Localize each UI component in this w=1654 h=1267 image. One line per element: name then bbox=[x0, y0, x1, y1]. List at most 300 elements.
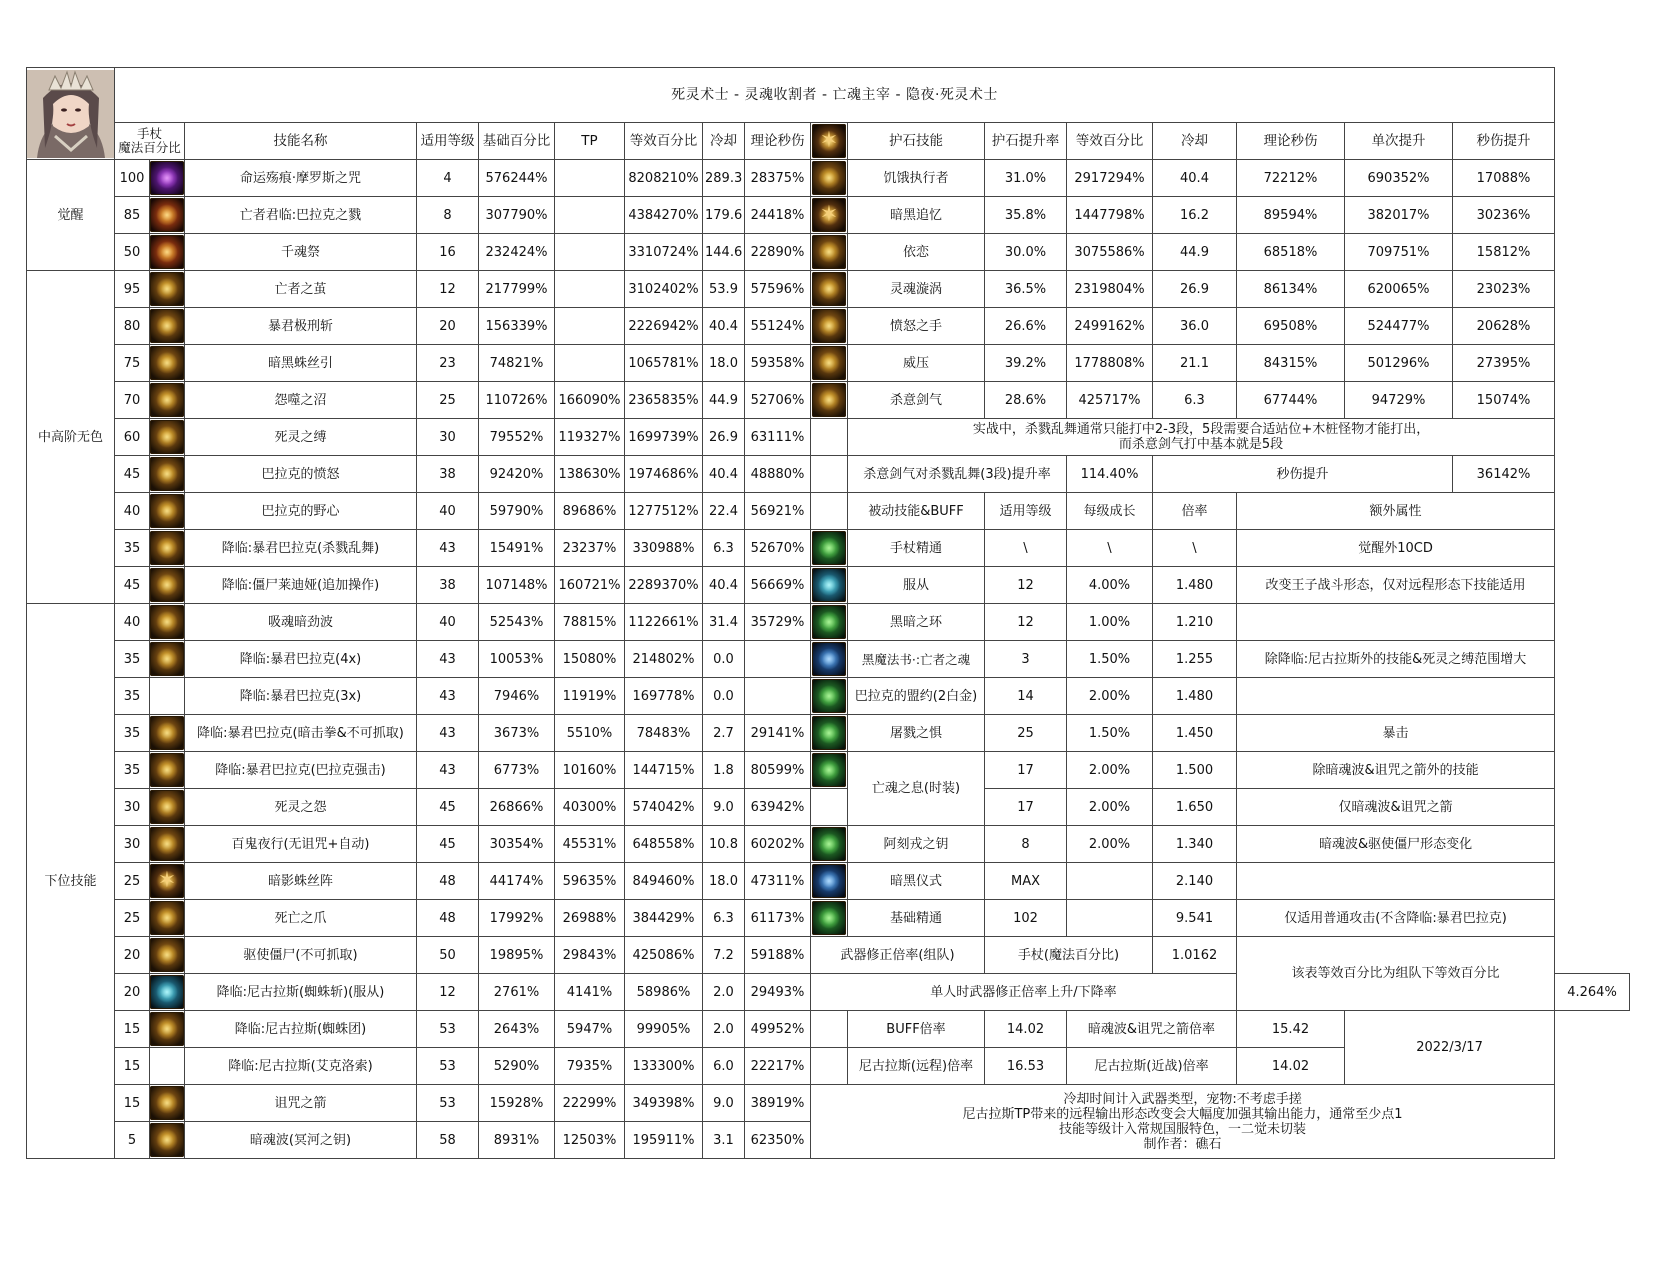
skill-base-pct: 3673% bbox=[479, 715, 555, 752]
header-dps: 理论秒伤 bbox=[745, 123, 811, 160]
header-skill-name: 技能名称 bbox=[185, 123, 417, 160]
skill-base-pct: 10053% bbox=[479, 641, 555, 678]
skill-level: 53 bbox=[417, 1085, 479, 1122]
skill-dps: 60202% bbox=[745, 826, 811, 863]
green-passive-icon bbox=[812, 827, 846, 861]
icon-cell bbox=[150, 900, 185, 937]
gold-skill-icon bbox=[150, 383, 184, 417]
skill-name: 降临:暴君巴拉克(巴拉克强击) bbox=[185, 752, 417, 789]
icon-cell bbox=[150, 308, 185, 345]
nic-far-value: 16.53 bbox=[985, 1048, 1067, 1085]
rune-skill-icon bbox=[150, 864, 184, 898]
skill-tp: 12503% bbox=[555, 1122, 625, 1159]
passive-header-level: 适用等级 bbox=[985, 493, 1067, 530]
passive-extra bbox=[1237, 604, 1555, 641]
passive-extra: 仅适用普通攻击(不含降临:暴君巴拉克) bbox=[1237, 900, 1555, 937]
stone-dps-up: 17088% bbox=[1453, 160, 1555, 197]
skill-weapon-pct: 100 bbox=[115, 160, 150, 197]
star-rune-icon bbox=[812, 124, 846, 158]
stone-name: 杀意剑气 bbox=[848, 382, 985, 419]
skill-weapon-pct: 40 bbox=[115, 604, 150, 641]
stone-rate: 36.5% bbox=[985, 271, 1067, 308]
skill-equiv-pct: 349398% bbox=[625, 1085, 703, 1122]
passive-growth: 2.00% bbox=[1067, 826, 1153, 863]
stone-icon-cell bbox=[811, 271, 848, 308]
stone-rate: 39.2% bbox=[985, 345, 1067, 382]
stone-rate: 26.6% bbox=[985, 308, 1067, 345]
skill-equiv-pct: 1277512% bbox=[625, 493, 703, 530]
skill-name: 暗影蛛丝阵 bbox=[185, 863, 417, 900]
stone-icon-cell bbox=[811, 234, 848, 271]
skill-weapon-pct: 20 bbox=[115, 937, 150, 974]
skill-dps: 63942% bbox=[745, 789, 811, 826]
skill-equiv-pct: 849460% bbox=[625, 863, 703, 900]
passive-mult: 1.650 bbox=[1153, 789, 1237, 826]
passive-level: \ bbox=[985, 530, 1067, 567]
skill-weapon-pct: 40 bbox=[115, 493, 150, 530]
passive-growth: 4.00% bbox=[1067, 567, 1153, 604]
skill-weapon-pct: 35 bbox=[115, 752, 150, 789]
icon-cell bbox=[150, 678, 185, 715]
skill-tp: 166090% bbox=[555, 382, 625, 419]
skill-tp: 22299% bbox=[555, 1085, 625, 1122]
stone-dps: 72212% bbox=[1237, 160, 1345, 197]
skill-base-pct: 74821% bbox=[479, 345, 555, 382]
table-row bbox=[27, 752, 1630, 789]
gold-skill-icon bbox=[150, 457, 184, 491]
header-level: 适用等级 bbox=[417, 123, 479, 160]
passive-name: 黑暗之环 bbox=[848, 604, 985, 641]
header-stone-rate: 护石提升率 bbox=[985, 123, 1067, 160]
avatar-cell bbox=[27, 68, 115, 160]
stone-dps: 67744% bbox=[1237, 382, 1345, 419]
skill-tp: 138630% bbox=[555, 456, 625, 493]
skill-dps: 47311% bbox=[745, 863, 811, 900]
icon-cell bbox=[150, 863, 185, 900]
passive-header-growth: 每级成长 bbox=[1067, 493, 1153, 530]
header-equiv-pct: 等效百分比 bbox=[625, 123, 703, 160]
skill-weapon-pct: 20 bbox=[115, 974, 150, 1011]
gold-skill-icon bbox=[150, 1123, 184, 1157]
skill-equiv-pct: 2226942% bbox=[625, 308, 703, 345]
icon-cell bbox=[150, 1085, 185, 1122]
skill-cooldown: 289.3 bbox=[703, 160, 745, 197]
nic-near-label: 尼古拉斯(近战)倍率 bbox=[1067, 1048, 1237, 1085]
skill-base-pct: 110726% bbox=[479, 382, 555, 419]
skill-level: 43 bbox=[417, 678, 479, 715]
skill-equiv-pct: 574042% bbox=[625, 789, 703, 826]
gold-skill-icon bbox=[150, 605, 184, 639]
icon-cell bbox=[150, 160, 185, 197]
gold-skill-icon bbox=[150, 716, 184, 750]
skill-tp: 10160% bbox=[555, 752, 625, 789]
gold-skill-icon bbox=[150, 901, 184, 935]
stone-icon-cell bbox=[811, 160, 848, 197]
weapon-fix-note: 该表等效百分比为组队下等效百分比 bbox=[1237, 937, 1555, 1011]
header-base-pct: 基础百分比 bbox=[479, 123, 555, 160]
stone-note: 实战中，杀戮乱舞通常只能打中2-3段，5段需要合适站位+木桩怪物才能打出， 而杀意剑气打中基本就是5段 bbox=[848, 419, 1555, 456]
skill-level: 4 bbox=[417, 160, 479, 197]
skill-base-pct: 307790% bbox=[479, 197, 555, 234]
passive-icon-cell bbox=[811, 604, 848, 641]
skill-base-pct: 6773% bbox=[479, 752, 555, 789]
stone-dps: 89594% bbox=[1237, 197, 1345, 234]
passive-growth: 1.50% bbox=[1067, 715, 1153, 752]
stone-name: 依恋 bbox=[848, 234, 985, 271]
skill-name: 降临:尼古拉斯(艾克洛索) bbox=[185, 1048, 417, 1085]
passive-mult: \ bbox=[1153, 530, 1237, 567]
weapon-fix-type: 手杖(魔法百分比) bbox=[985, 937, 1153, 974]
passive-mult: 2.140 bbox=[1153, 863, 1237, 900]
skill-name: 死灵之怨 bbox=[185, 789, 417, 826]
stone-skill-icon bbox=[812, 346, 846, 380]
skill-weapon-pct: 60 bbox=[115, 419, 150, 456]
table-row bbox=[27, 641, 1630, 678]
passive-name: 亡魂之息(时装) bbox=[848, 752, 985, 826]
passive-name: 暗黑仪式 bbox=[848, 863, 985, 900]
skill-name: 降临:暴君巴拉克(杀戮乱舞) bbox=[185, 530, 417, 567]
blue-passive-icon bbox=[812, 642, 846, 676]
skill-name: 巴拉克的野心 bbox=[185, 493, 417, 530]
skill-base-pct: 107148% bbox=[479, 567, 555, 604]
passive-extra: 改变王子战斗形态，仅对远程形态下技能适用 bbox=[1237, 567, 1555, 604]
header-stone-skill: 护石技能 bbox=[848, 123, 985, 160]
skill-dps: 56669% bbox=[745, 567, 811, 604]
skill-weapon-pct: 45 bbox=[115, 567, 150, 604]
skill-equiv-pct: 8208210% bbox=[625, 160, 703, 197]
skill-name: 千魂祭 bbox=[185, 234, 417, 271]
passive-extra bbox=[1237, 678, 1555, 715]
skill-base-pct: 232424% bbox=[479, 234, 555, 271]
skill-cooldown: 179.6 bbox=[703, 197, 745, 234]
icon-cell bbox=[150, 974, 185, 1011]
skill-tp: 15080% bbox=[555, 641, 625, 678]
skill-cooldown: 3.1 bbox=[703, 1122, 745, 1159]
blank-icon-cell bbox=[811, 456, 848, 493]
table-row bbox=[27, 826, 1630, 863]
table-row bbox=[27, 678, 1630, 715]
skill-level: 48 bbox=[417, 900, 479, 937]
skill-weapon-pct: 45 bbox=[115, 456, 150, 493]
avatar bbox=[27, 70, 115, 158]
gold-skill-icon bbox=[150, 753, 184, 787]
teal-passive-icon bbox=[812, 568, 846, 602]
stone-rate: 31.0% bbox=[985, 160, 1067, 197]
skill-equiv-pct: 3310724% bbox=[625, 234, 703, 271]
weapon-solo-label: 单人时武器修正倍率上升/下降率 bbox=[811, 974, 1237, 1011]
skill-cooldown: 18.0 bbox=[703, 345, 745, 382]
icon-cell bbox=[150, 567, 185, 604]
passive-mult: 9.541 bbox=[1153, 900, 1237, 937]
skill-equiv-pct: 58986% bbox=[625, 974, 703, 1011]
skill-base-pct: 7946% bbox=[479, 678, 555, 715]
stone-cd: 16.2 bbox=[1153, 197, 1237, 234]
skill-equiv-pct: 4384270% bbox=[625, 197, 703, 234]
blank-icon-cell bbox=[811, 419, 848, 456]
skill-tp: 5510% bbox=[555, 715, 625, 752]
skill-name: 吸魂暗劲波 bbox=[185, 604, 417, 641]
skill-dps: 52706% bbox=[745, 382, 811, 419]
skill-dps: 22890% bbox=[745, 234, 811, 271]
skill-equiv-pct: 425086% bbox=[625, 937, 703, 974]
skill-base-pct: 44174% bbox=[479, 863, 555, 900]
skill-weapon-pct: 95 bbox=[115, 271, 150, 308]
skill-cooldown: 10.8 bbox=[703, 826, 745, 863]
skill-level: 12 bbox=[417, 974, 479, 1011]
icon-cell bbox=[150, 826, 185, 863]
skill-name: 降临:暴君巴拉克(4x) bbox=[185, 641, 417, 678]
skill-equiv-pct: 214802% bbox=[625, 641, 703, 678]
icon-cell bbox=[150, 715, 185, 752]
gold-skill-icon bbox=[150, 568, 184, 602]
skill-level: 45 bbox=[417, 826, 479, 863]
stone-rate: 30.0% bbox=[985, 234, 1067, 271]
skill-tp bbox=[555, 308, 625, 345]
skill-weapon-pct: 25 bbox=[115, 863, 150, 900]
skill-base-pct: 5290% bbox=[479, 1048, 555, 1085]
passive-mult: 1.500 bbox=[1153, 752, 1237, 789]
table-row bbox=[27, 271, 1630, 308]
skill-base-pct: 15491% bbox=[479, 530, 555, 567]
skill-tp: 29843% bbox=[555, 937, 625, 974]
table-row bbox=[27, 937, 1630, 974]
skill-weapon-pct: 35 bbox=[115, 715, 150, 752]
skill-weapon-pct: 50 bbox=[115, 234, 150, 271]
stone-name: 饥饿执行者 bbox=[848, 160, 985, 197]
green-passive-icon bbox=[812, 605, 846, 639]
stone-rate: 35.8% bbox=[985, 197, 1067, 234]
skill-cooldown: 6.3 bbox=[703, 900, 745, 937]
table-row bbox=[27, 308, 1630, 345]
stone-dps-up: 23023% bbox=[1453, 271, 1555, 308]
stone-icon-cell bbox=[811, 382, 848, 419]
table-row bbox=[27, 1085, 1630, 1122]
skill-level: 38 bbox=[417, 567, 479, 604]
slaughter-label: 杀意剑气对杀戮乱舞(3段)提升率 bbox=[848, 456, 1067, 493]
skill-level: 40 bbox=[417, 604, 479, 641]
passive-level: 25 bbox=[985, 715, 1067, 752]
skill-equiv-pct: 2365835% bbox=[625, 382, 703, 419]
stone-equiv: 3075586% bbox=[1067, 234, 1153, 271]
skill-name: 死灵之缚 bbox=[185, 419, 417, 456]
skill-name: 百鬼夜行(无诅咒+自动) bbox=[185, 826, 417, 863]
skill-name: 降临:尼古拉斯(蜘蛛斩)(服从) bbox=[185, 974, 417, 1011]
passive-level: 8 bbox=[985, 826, 1067, 863]
icon-cell bbox=[150, 419, 185, 456]
skill-weapon-pct: 70 bbox=[115, 382, 150, 419]
icon-cell bbox=[150, 789, 185, 826]
skill-base-pct: 576244% bbox=[479, 160, 555, 197]
skill-level: 45 bbox=[417, 789, 479, 826]
stone-cd: 6.3 bbox=[1153, 382, 1237, 419]
stone-icon-cell bbox=[811, 308, 848, 345]
skill-tp bbox=[555, 234, 625, 271]
passive-growth: 1.00% bbox=[1067, 604, 1153, 641]
gold-skill-icon bbox=[150, 531, 184, 565]
icon-cell bbox=[150, 604, 185, 641]
stone-name: 愤怒之手 bbox=[848, 308, 985, 345]
passive-growth: 2.00% bbox=[1067, 752, 1153, 789]
stone-dps: 84315% bbox=[1237, 345, 1345, 382]
passive-icon-cell bbox=[811, 641, 848, 678]
buff-mult-label: BUFF倍率 bbox=[848, 1011, 985, 1048]
gold-skill-icon bbox=[150, 790, 184, 824]
slaughter-rate: 114.40% bbox=[1067, 456, 1153, 493]
passive-growth: \ bbox=[1067, 530, 1153, 567]
skill-dps bbox=[745, 678, 811, 715]
skill-base-pct: 2761% bbox=[479, 974, 555, 1011]
passive-growth: 2.00% bbox=[1067, 789, 1153, 826]
skill-dps: 80599% bbox=[745, 752, 811, 789]
passive-mult: 1.450 bbox=[1153, 715, 1237, 752]
gold-skill-icon bbox=[150, 420, 184, 454]
passive-level: 102 bbox=[985, 900, 1067, 937]
header-cooldown: 冷却 bbox=[703, 123, 745, 160]
skill-cooldown: 144.6 bbox=[703, 234, 745, 271]
teal-skill-icon bbox=[150, 975, 184, 1009]
skill-equiv-pct: 330988% bbox=[625, 530, 703, 567]
blank-cell bbox=[811, 1048, 848, 1085]
skill-name: 降临:暴君巴拉克(3x) bbox=[185, 678, 417, 715]
table-row bbox=[27, 863, 1630, 900]
passive-extra: 暴击 bbox=[1237, 715, 1555, 752]
passive-name: 基础精通 bbox=[848, 900, 985, 937]
icon-cell bbox=[150, 197, 185, 234]
skill-base-pct: 52543% bbox=[479, 604, 555, 641]
skill-tp: 26988% bbox=[555, 900, 625, 937]
stone-single-up: 524477% bbox=[1345, 308, 1453, 345]
gold-skill-icon bbox=[150, 827, 184, 861]
skill-cooldown: 7.2 bbox=[703, 937, 745, 974]
passive-extra: 觉醒外10CD bbox=[1237, 530, 1555, 567]
skill-weapon-pct: 80 bbox=[115, 308, 150, 345]
icon-cell bbox=[150, 382, 185, 419]
skill-dps: 62350% bbox=[745, 1122, 811, 1159]
stone-dps: 69508% bbox=[1237, 308, 1345, 345]
skill-base-pct: 19895% bbox=[479, 937, 555, 974]
passive-level: 3 bbox=[985, 641, 1067, 678]
weapon-fix-value: 1.0162 bbox=[1153, 937, 1237, 974]
passive-level: 12 bbox=[985, 604, 1067, 641]
footer-note: 冷却时间计入武器类型，宠物:不考虑手搓 尼古拉斯TP带来的远程输出形态改变会大幅度加强其输出能力，通常至少点1 技能等级计入常规国服特色，一二觉未切装 制作者：礁石 bbox=[811, 1085, 1555, 1159]
skill-cooldown: 40.4 bbox=[703, 456, 745, 493]
stone-name: 暗黑追忆 bbox=[848, 197, 985, 234]
header-dps-up: 秒伤提升 bbox=[1453, 123, 1555, 160]
skill-level: 20 bbox=[417, 308, 479, 345]
header-stone-icon-cell bbox=[811, 123, 848, 160]
skill-dps: 56921% bbox=[745, 493, 811, 530]
passive-mult: 1.255 bbox=[1153, 641, 1237, 678]
stone-dps-up: 30236% bbox=[1453, 197, 1555, 234]
skill-name: 死亡之爪 bbox=[185, 900, 417, 937]
stone-single-up: 501296% bbox=[1345, 345, 1453, 382]
skill-base-pct: 79552% bbox=[479, 419, 555, 456]
skill-weapon-pct: 15 bbox=[115, 1085, 150, 1122]
icon-cell bbox=[150, 937, 185, 974]
stone-equiv: 1447798% bbox=[1067, 197, 1153, 234]
page-title: 死灵术士 - 灵魂收割者 - 亡魂主宰 - 隐夜·死灵术士 bbox=[115, 68, 1555, 123]
skill-dps: 55124% bbox=[745, 308, 811, 345]
nic-near-value: 14.02 bbox=[1237, 1048, 1345, 1085]
date-stamp: 2022/3/17 bbox=[1345, 1011, 1555, 1085]
skill-tp bbox=[555, 197, 625, 234]
skill-dps: 29141% bbox=[745, 715, 811, 752]
skill-name: 命运殇痕·摩罗斯之咒 bbox=[185, 160, 417, 197]
passive-mult: 1.480 bbox=[1153, 567, 1237, 604]
skill-equiv-pct: 1699739% bbox=[625, 419, 703, 456]
table-row bbox=[27, 382, 1630, 419]
stone-skill-icon bbox=[812, 383, 846, 417]
passive-icon-cell bbox=[811, 826, 848, 863]
passive-extra: 暗魂波&驱使僵尸形态变化 bbox=[1237, 826, 1555, 863]
passive-growth bbox=[1067, 863, 1153, 900]
skill-equiv-pct: 1065781% bbox=[625, 345, 703, 382]
skill-cooldown: 40.4 bbox=[703, 567, 745, 604]
skill-equiv-pct: 3102402% bbox=[625, 271, 703, 308]
skill-weapon-pct: 35 bbox=[115, 641, 150, 678]
skill-level: 53 bbox=[417, 1011, 479, 1048]
skill-level: 43 bbox=[417, 752, 479, 789]
icon-cell bbox=[150, 530, 185, 567]
passive-icon-cell bbox=[811, 567, 848, 604]
stone-equiv: 1778808% bbox=[1067, 345, 1153, 382]
passive-name: 黑魔法书·:亡者之魂 bbox=[848, 641, 985, 678]
skill-name: 亡者君临:巴拉克之戮 bbox=[185, 197, 417, 234]
icon-cell bbox=[150, 1048, 185, 1085]
gold-skill-icon bbox=[150, 1086, 184, 1120]
skill-cooldown: 6.3 bbox=[703, 530, 745, 567]
skill-weapon-pct: 35 bbox=[115, 530, 150, 567]
passive-name: 阿刻戎之钥 bbox=[848, 826, 985, 863]
header-stone-dps: 理论秒伤 bbox=[1237, 123, 1345, 160]
gold-skill-icon bbox=[150, 494, 184, 528]
skill-weapon-pct: 15 bbox=[115, 1011, 150, 1048]
passive-mult: 1.480 bbox=[1153, 678, 1237, 715]
header-stone-cd: 冷却 bbox=[1153, 123, 1237, 160]
skill-cooldown: 31.4 bbox=[703, 604, 745, 641]
skill-weapon-pct: 25 bbox=[115, 900, 150, 937]
skill-cooldown: 0.0 bbox=[703, 678, 745, 715]
passive-level: 17 bbox=[985, 789, 1067, 826]
skill-level: 43 bbox=[417, 715, 479, 752]
passive-level: 17 bbox=[985, 752, 1067, 789]
icon-cell bbox=[150, 752, 185, 789]
skill-equiv-pct: 133300% bbox=[625, 1048, 703, 1085]
skill-weapon-pct: 35 bbox=[115, 678, 150, 715]
green-passive-icon bbox=[812, 531, 846, 565]
skill-level: 53 bbox=[417, 1048, 479, 1085]
header-weapon-pct: 手杖 魔法百分比 bbox=[115, 123, 185, 160]
blank-cell bbox=[811, 1011, 848, 1048]
passive-header-name: 被动技能&BUFF bbox=[848, 493, 985, 530]
passive-level: 14 bbox=[985, 678, 1067, 715]
skill-weapon-pct: 30 bbox=[115, 826, 150, 863]
table-row bbox=[27, 234, 1630, 271]
skill-cooldown: 44.9 bbox=[703, 382, 745, 419]
skill-cooldown: 0.0 bbox=[703, 641, 745, 678]
skill-dps: 59188% bbox=[745, 937, 811, 974]
skill-name: 降临:暴君巴拉克(暗击拳&不可抓取) bbox=[185, 715, 417, 752]
skill-equiv-pct: 2289370% bbox=[625, 567, 703, 604]
stone-dps: 68518% bbox=[1237, 234, 1345, 271]
skill-cooldown: 9.0 bbox=[703, 789, 745, 826]
skill-tp: 23237% bbox=[555, 530, 625, 567]
stone-icon-cell bbox=[811, 197, 848, 234]
gold-skill-icon bbox=[150, 642, 184, 676]
skill-base-pct: 17992% bbox=[479, 900, 555, 937]
skill-name: 巴拉克的愤怒 bbox=[185, 456, 417, 493]
gold-skill-icon bbox=[150, 272, 184, 306]
